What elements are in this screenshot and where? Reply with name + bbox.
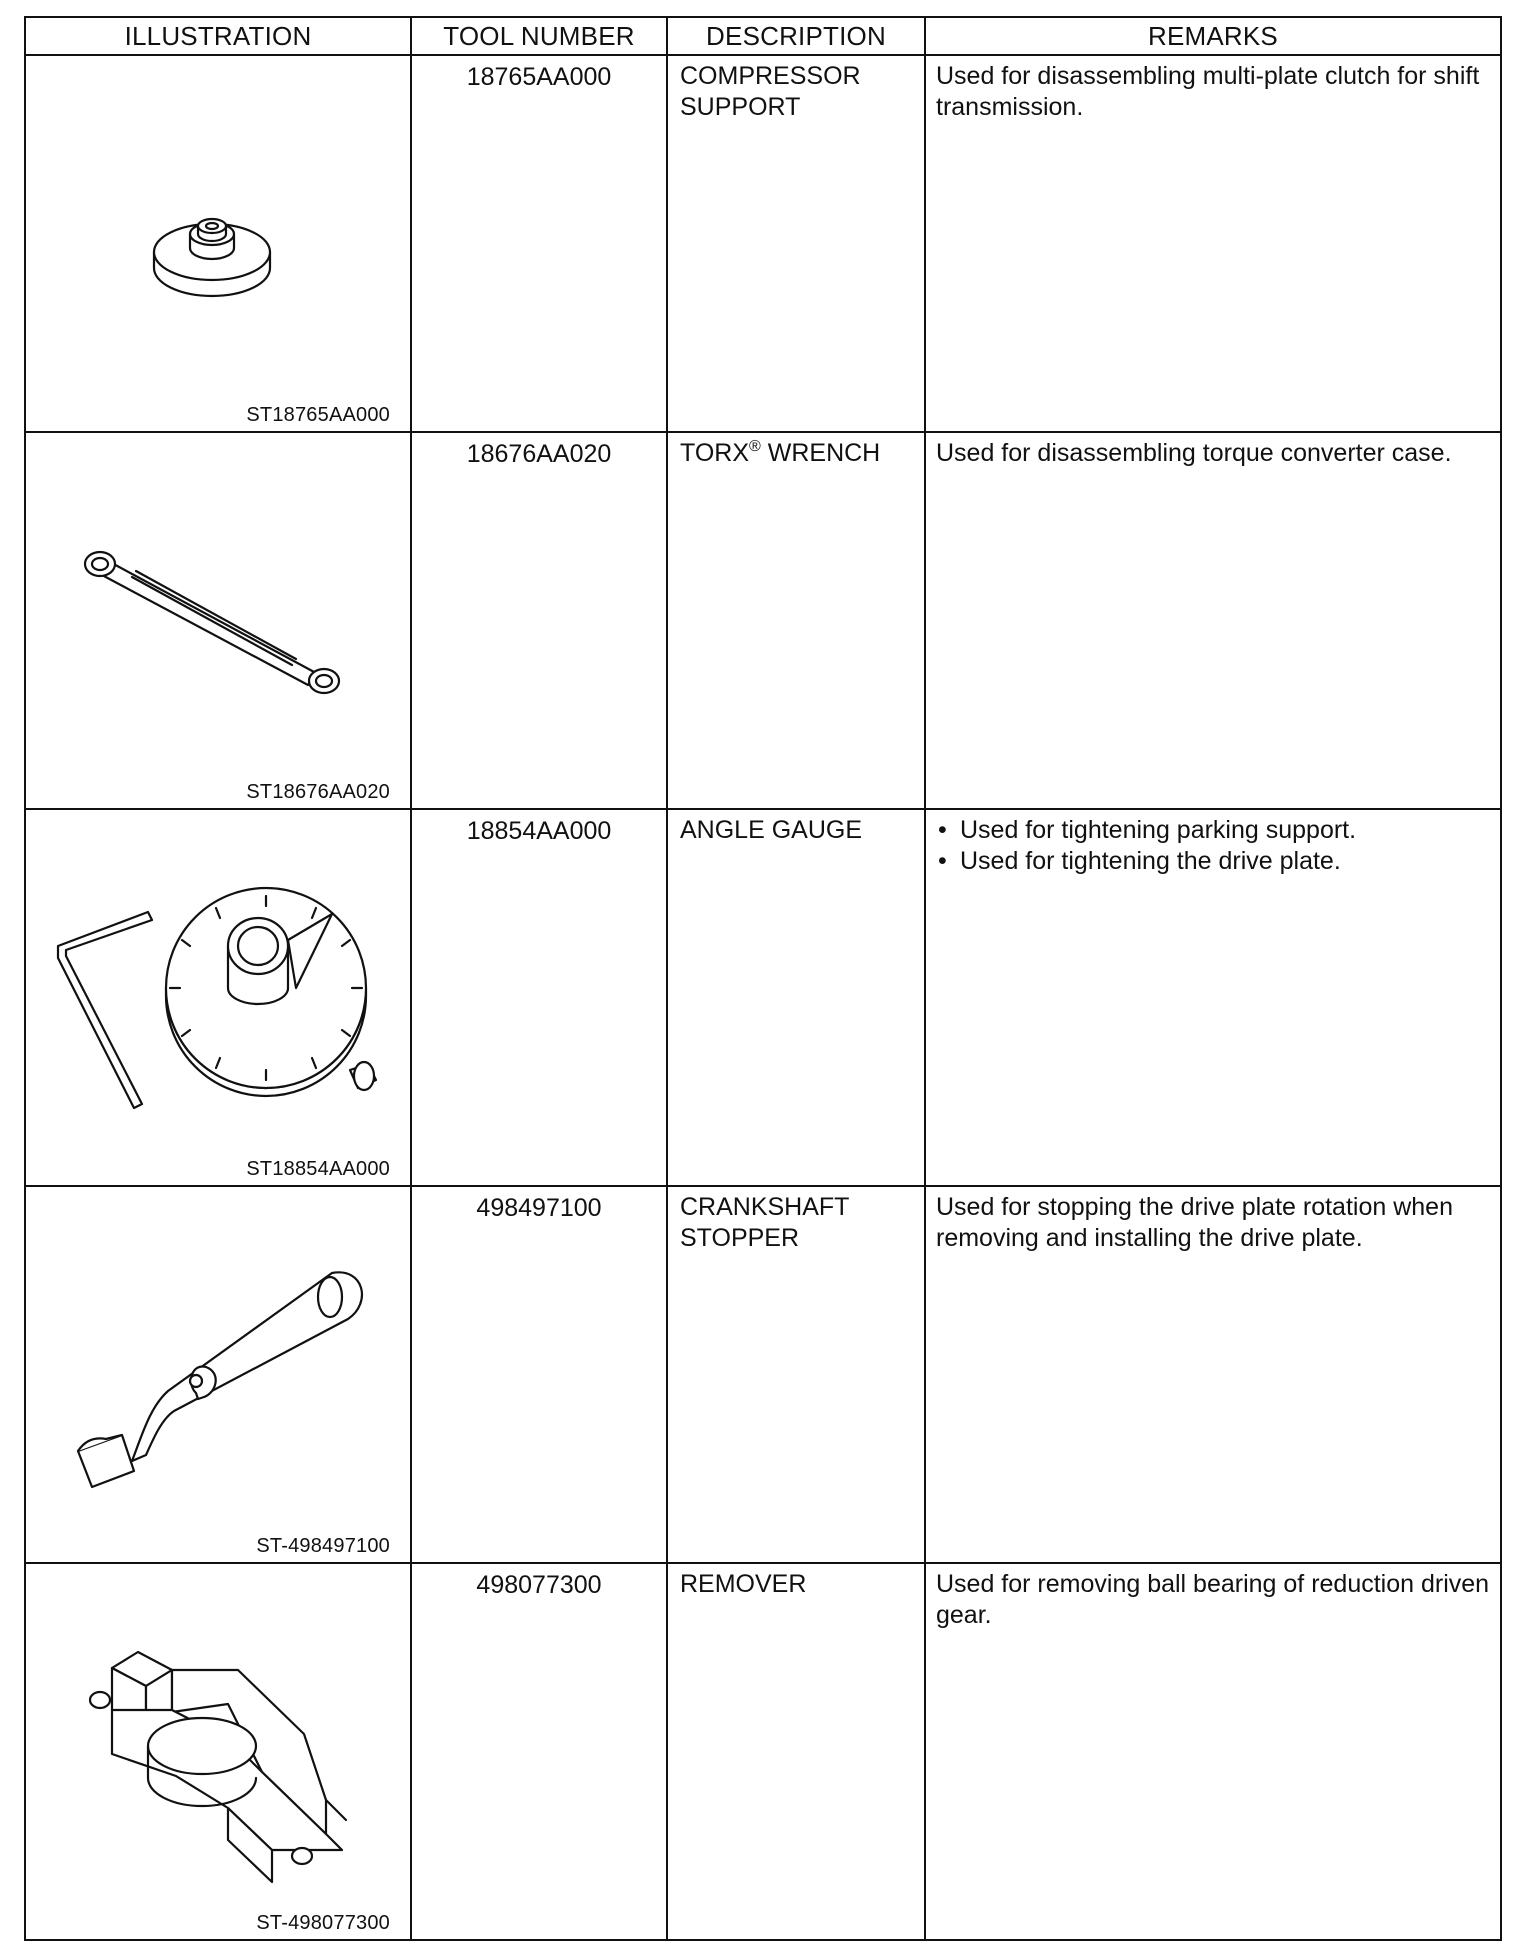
torx-wrench-icon [26,433,412,808]
table-row [25,432,1501,809]
special-tools-table [24,16,1502,1941]
list-item: • Used for tightening parking support. [936,815,1490,846]
illustration-cell [25,55,411,432]
tool-description: REMOVER [667,1563,925,1940]
tool-remarks: Used for disassembling multi-plate clutch for shift transmission. [925,55,1501,432]
header-illustration: ILLUSTRATION [25,17,411,55]
crankshaft-stopper-icon [26,1187,412,1562]
special-tools-sheet [24,16,1500,1941]
tool-description [667,432,925,809]
tool-remarks: Used for stopping the drive plate rotation when removing and installing the drive plate. [925,1186,1501,1563]
tool-number: 498497100 [411,1186,667,1563]
illustration-code: ST18676AA020 [246,781,390,803]
tool-remarks: Used for removing ball bearing of reduction driven gear. [925,1563,1501,1940]
illustration-cell [25,1186,411,1563]
table-row [25,55,1501,432]
tool-description: COMPRESSOR SUPPORT [667,55,925,432]
illustration-code: ST18854AA000 [246,1158,390,1180]
illustration-cell [25,1563,411,1940]
table-row [25,1186,1501,1563]
tool-number: 18676AA020 [411,432,667,809]
header-description: DESCRIPTION [667,17,925,55]
tool-number: 498077300 [411,1563,667,1940]
header-tool-number: TOOL NUMBER [411,17,667,55]
tool-number: 18854AA000 [411,809,667,1186]
description-suffix: WRENCH [760,439,881,467]
tool-description: ANGLE GAUGE [667,809,925,1186]
illustration-code: ST-498497100 [256,1535,390,1557]
tool-remarks: Used for disassembling torque converter case. [925,432,1501,809]
list-item: • Used for tightening the drive plate. [936,846,1490,877]
tool-number: 18765AA000 [411,55,667,432]
table-row [25,1563,1501,1940]
compressor-support-icon [26,56,412,431]
registered-mark: ® [749,438,761,455]
table-row [25,809,1501,1186]
illustration-code: ST-498077300 [256,1912,390,1934]
header-remarks: REMARKS [925,17,1501,55]
description-text: TORX [680,439,749,467]
tool-description: CRANKSHAFT STOPPER [667,1186,925,1563]
illustration-cell [25,809,411,1186]
tool-remarks [925,809,1501,1186]
angle-gauge-icon [26,810,412,1185]
illustration-code: ST18765AA000 [246,404,390,426]
remover-icon [26,1564,412,1939]
remarks-list [936,815,1490,877]
illustration-cell [25,432,411,809]
table-header-row [25,17,1501,55]
